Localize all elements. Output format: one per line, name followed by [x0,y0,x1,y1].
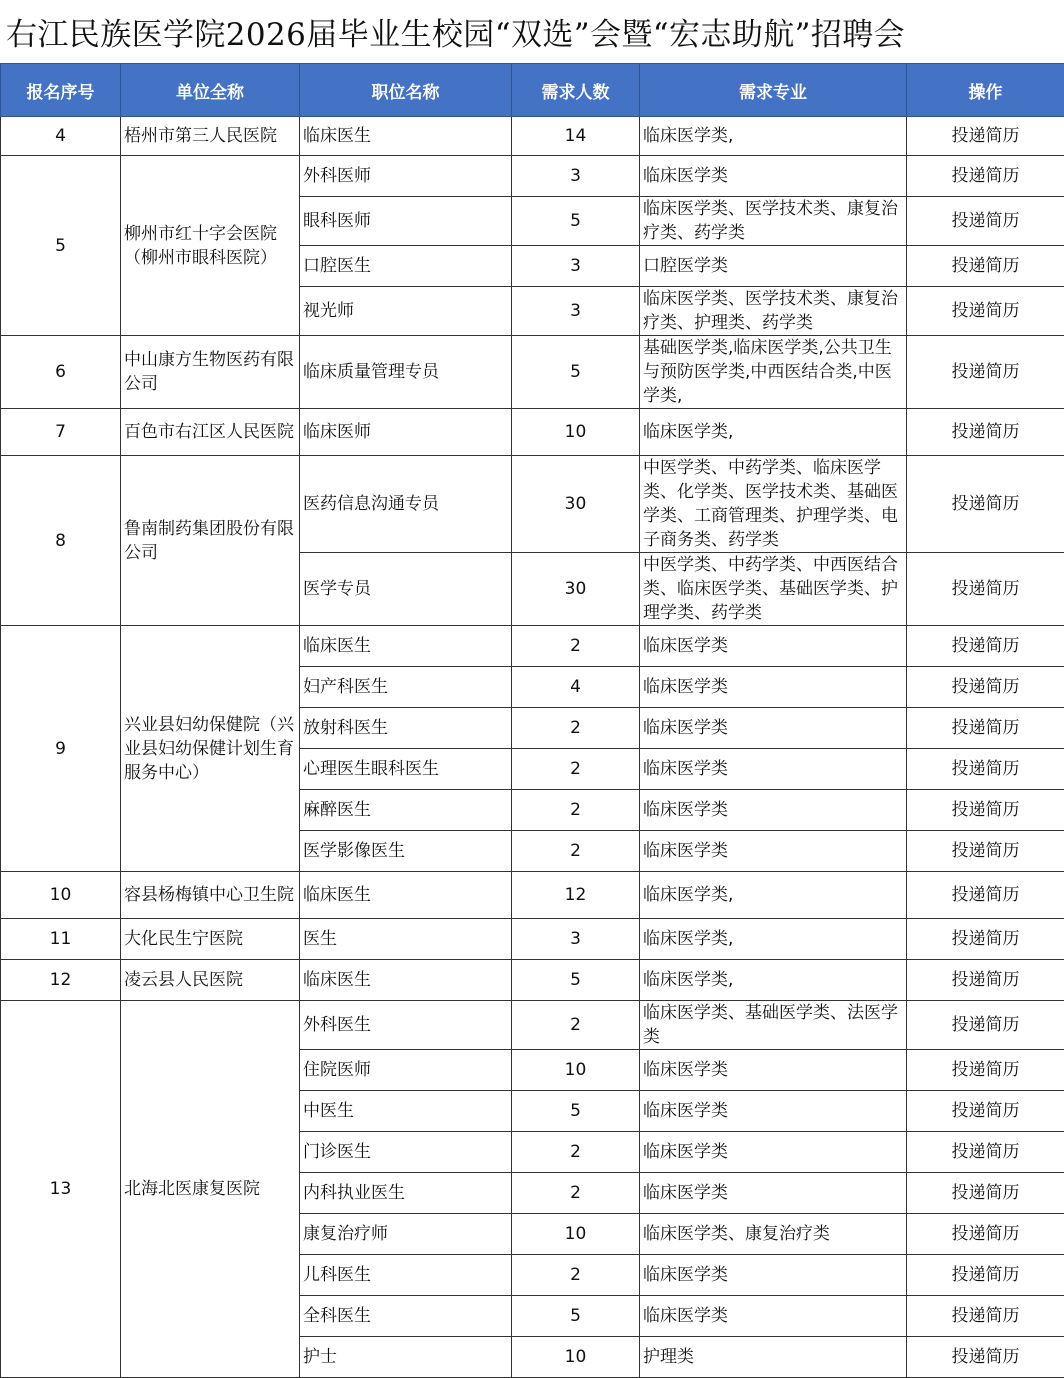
submit-resume-button[interactable]: 投递简历 [952,885,1020,905]
major-text: 临床医学类, [643,883,903,907]
table-body [1,117,1064,1378]
major-text: 口腔医学类 [643,254,903,278]
header-row [1,64,1064,117]
action-cell [907,246,1064,287]
major-cell [640,1091,907,1132]
major-cell [640,197,907,246]
count-cell: 3 [512,919,640,960]
count-cell: 2 [512,1132,640,1173]
table-row [1,626,1064,667]
action-cell [907,1132,1064,1173]
count-cell: 10 [512,1214,640,1255]
major-text: 基础医学类,临床医学类,公共卫生与预防医学类,中西医结合类,中医学类, [643,336,903,408]
major-text: 临床医学类、医学技术类、康复治疗类、护理类、药学类 [643,287,903,335]
submit-resume-button[interactable]: 投递简历 [952,1183,1020,1203]
action-cell [907,117,1064,156]
major-cell [640,1050,907,1091]
major-text: 护理类 [643,1345,903,1369]
submit-resume-button[interactable]: 投递简历 [952,759,1020,779]
serial-cell: 4 [1,117,121,156]
unit-name-cell: 鲁南制药集团股份有限公司 [121,456,300,626]
count-cell: 3 [512,156,640,197]
major-text: 临床医学类 [643,839,903,863]
position-cell: 医学专员 [300,553,512,626]
serial-cell: 8 [1,456,121,626]
position-cell: 儿科医生 [300,1255,512,1296]
position-cell: 临床医生 [300,872,512,919]
action-cell [907,919,1064,960]
action-cell [907,1214,1064,1255]
action-cell [907,749,1064,790]
action-cell [907,287,1064,336]
serial-cell: 10 [1,872,121,919]
action-cell [907,667,1064,708]
submit-resume-button[interactable]: 投递简历 [952,677,1020,697]
major-text: 临床医学类 [643,1181,903,1205]
count-cell: 4 [512,667,640,708]
position-cell: 眼科医师 [300,197,512,246]
major-cell [640,1214,907,1255]
count-cell: 5 [512,1091,640,1132]
submit-resume-button[interactable]: 投递简历 [952,1224,1020,1244]
submit-resume-button[interactable]: 投递简历 [952,970,1020,990]
major-text: 中医学类、中药学类、中西医结合类、临床医学类、基础医学类、护理学类、药学类 [643,553,903,625]
header-action: 操作 [907,64,1064,117]
major-text: 临床医学类 [643,716,903,740]
position-cell: 门诊医生 [300,1132,512,1173]
major-cell [640,667,907,708]
major-cell [640,626,907,667]
action-cell [907,456,1064,553]
unit-name-cell: 容县杨梅镇中心卫生院 [121,872,300,919]
table-row [1,156,1064,197]
position-cell: 康复治疗师 [300,1214,512,1255]
count-cell: 2 [512,749,640,790]
table-row [1,1001,1064,1050]
position-cell: 麻醉医生 [300,790,512,831]
action-cell [907,790,1064,831]
recruitment-table [0,63,1064,1378]
position-cell: 心理医生眼科医生 [300,749,512,790]
major-cell [640,1255,907,1296]
submit-resume-button[interactable]: 投递简历 [952,841,1020,861]
position-cell: 护士 [300,1337,512,1378]
action-cell [907,1001,1064,1050]
submit-resume-button[interactable]: 投递简历 [952,494,1020,514]
submit-resume-button[interactable]: 投递简历 [952,211,1020,231]
action-cell [907,872,1064,919]
submit-resume-button[interactable]: 投递简历 [952,1015,1020,1035]
major-text: 临床医学类, [643,927,903,951]
table-row [1,409,1064,456]
header-serial: 报名序号 [1,64,121,117]
count-cell: 2 [512,1001,640,1050]
count-cell: 2 [512,831,640,872]
position-cell: 外科医生 [300,1001,512,1050]
major-cell [640,872,907,919]
major-cell [640,156,907,197]
major-cell [640,1132,907,1173]
major-cell [640,1173,907,1214]
action-cell [907,197,1064,246]
table-row [1,919,1064,960]
action-cell [907,708,1064,749]
position-cell: 中医生 [300,1091,512,1132]
count-cell: 30 [512,553,640,626]
unit-name-cell: 凌云县人民医院 [121,960,300,1001]
submit-resume-button[interactable]: 投递简历 [952,1101,1020,1121]
unit-name-cell: 中山康方生物医药有限公司 [121,336,300,409]
position-cell: 临床医生 [300,960,512,1001]
submit-resume-button[interactable]: 投递简历 [952,126,1020,146]
action-cell [907,553,1064,626]
major-text: 临床医学类 [643,634,903,658]
unit-name-cell: 百色市右江区人民医院 [121,409,300,456]
action-cell [907,336,1064,409]
major-cell [640,708,907,749]
unit-name-cell: 兴业县妇幼保健院（兴业县妇幼保健计划生育服务中心） [121,626,300,872]
position-cell: 外科医师 [300,156,512,197]
position-cell: 住院医师 [300,1050,512,1091]
submit-resume-button[interactable]: 投递简历 [952,256,1020,276]
major-text: 临床医学类、医学技术类、康复治疗类、药学类 [643,197,903,245]
major-cell [640,1001,907,1050]
action-cell [907,626,1064,667]
submit-resume-button[interactable]: 投递简历 [952,800,1020,820]
count-cell: 2 [512,1173,640,1214]
count-cell: 10 [512,1050,640,1091]
major-text: 临床医学类 [643,1304,903,1328]
major-cell [640,919,907,960]
unit-name-cell: 大化民生宁医院 [121,919,300,960]
submit-resume-button[interactable]: 投递简历 [952,422,1020,442]
submit-resume-button[interactable]: 投递简历 [952,362,1020,382]
major-text: 临床医学类, [643,124,903,148]
count-cell: 5 [512,960,640,1001]
count-cell: 5 [512,336,640,409]
table-row [1,117,1064,156]
submit-resume-button[interactable]: 投递简历 [952,166,1020,186]
major-cell [640,456,907,553]
count-cell: 10 [512,1337,640,1378]
major-cell [640,117,907,156]
unit-name-cell: 梧州市第三人民医院 [121,117,300,156]
submit-resume-button[interactable]: 投递简历 [952,1306,1020,1326]
position-cell: 视光师 [300,287,512,336]
table-row [1,336,1064,409]
count-cell: 3 [512,246,640,287]
major-text: 临床医学类 [643,164,903,188]
submit-resume-button[interactable]: 投递简历 [952,1347,1020,1367]
major-cell [640,790,907,831]
submit-resume-button[interactable]: 投递简历 [952,929,1020,949]
major-text: 临床医学类 [643,798,903,822]
action-cell [907,960,1064,1001]
position-cell: 口腔医生 [300,246,512,287]
serial-cell: 9 [1,626,121,872]
major-cell [640,1296,907,1337]
count-cell: 2 [512,708,640,749]
position-cell: 内科执业医生 [300,1173,512,1214]
header-count: 需求人数 [512,64,640,117]
position-cell: 医学影像医生 [300,831,512,872]
header-position: 职位名称 [300,64,512,117]
position-cell: 临床医生 [300,626,512,667]
action-cell [907,1050,1064,1091]
serial-cell: 11 [1,919,121,960]
count-cell: 2 [512,790,640,831]
submit-resume-button[interactable]: 投递简历 [952,1265,1020,1285]
position-cell: 临床医师 [300,409,512,456]
action-cell [907,1255,1064,1296]
submit-resume-button[interactable]: 投递简历 [952,1142,1020,1162]
major-text: 临床医学类 [643,675,903,699]
serial-cell: 7 [1,409,121,456]
count-cell: 30 [512,456,640,553]
action-cell [907,1337,1064,1378]
serial-cell: 13 [1,1001,121,1378]
major-cell [640,336,907,409]
major-cell [640,553,907,626]
count-cell: 2 [512,626,640,667]
major-text: 临床医学类 [643,1263,903,1287]
submit-resume-button[interactable]: 投递简历 [952,1060,1020,1080]
position-cell: 妇产科医生 [300,667,512,708]
position-cell: 放射科医生 [300,708,512,749]
position-cell: 全科医生 [300,1296,512,1337]
major-cell [640,287,907,336]
major-text: 临床医学类, [643,968,903,992]
table-row [1,872,1064,919]
major-text: 中医学类、中药学类、临床医学类、化学类、医学技术类、基础医学类、工商管理类、护理学类、电子商务类、药学类 [643,456,903,552]
submit-resume-button[interactable]: 投递简历 [952,636,1020,656]
table-row [1,456,1064,553]
serial-cell: 5 [1,156,121,336]
action-cell [907,831,1064,872]
header-major: 需求专业 [640,64,907,117]
submit-resume-button[interactable]: 投递简历 [952,579,1020,599]
major-cell [640,831,907,872]
major-text: 临床医学类、康复治疗类 [643,1222,903,1246]
major-cell [640,246,907,287]
unit-name-cell: 北海北医康复医院 [121,1001,300,1378]
action-cell [907,1296,1064,1337]
position-cell: 医药信息沟通专员 [300,456,512,553]
position-cell: 医生 [300,919,512,960]
major-text: 临床医学类 [643,757,903,781]
count-cell: 10 [512,409,640,456]
submit-resume-button[interactable]: 投递简历 [952,718,1020,738]
count-cell: 14 [512,117,640,156]
major-text: 临床医学类 [643,1140,903,1164]
major-cell [640,749,907,790]
major-cell [640,409,907,456]
major-text: 临床医学类 [643,1099,903,1123]
action-cell [907,156,1064,197]
major-text: 临床医学类、基础医学类、法医学类 [643,1001,903,1049]
count-cell: 5 [512,1296,640,1337]
position-cell: 临床医生 [300,117,512,156]
count-cell: 2 [512,1255,640,1296]
action-cell [907,409,1064,456]
header-unit: 单位全称 [121,64,300,117]
position-cell: 临床质量管理专员 [300,336,512,409]
serial-cell: 12 [1,960,121,1001]
table-row [1,960,1064,1001]
major-cell [640,960,907,1001]
major-cell [640,1337,907,1378]
action-cell [907,1091,1064,1132]
unit-name-cell: 柳州市红十字会医院（柳州市眼科医院） [121,156,300,336]
count-cell: 5 [512,197,640,246]
serial-cell: 6 [1,336,121,409]
action-cell [907,1173,1064,1214]
major-text: 临床医学类, [643,420,903,444]
major-text: 临床医学类 [643,1058,903,1082]
page-title: 右江民族医学院2026届毕业生校园“双选”会暨“宏志助航”招聘会 [0,0,1064,63]
count-cell: 12 [512,872,640,919]
count-cell: 3 [512,287,640,336]
submit-resume-button[interactable]: 投递简历 [952,301,1020,321]
